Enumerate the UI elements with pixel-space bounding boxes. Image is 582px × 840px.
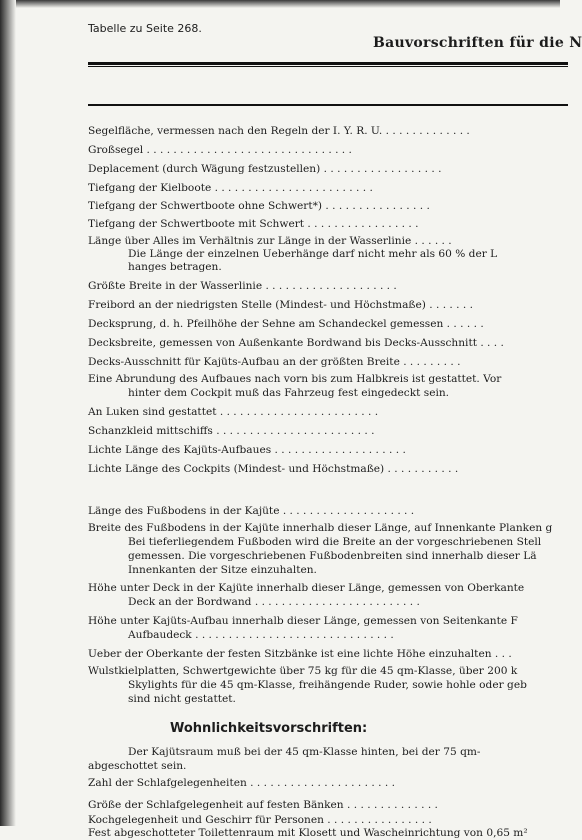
header-rule-thick bbox=[88, 62, 568, 65]
row-lichte-cockpit: Lichte Länge des Cockpits (Mindest- und Höchstmaße) . . . . . . . . . . . bbox=[88, 463, 459, 475]
row-freibord: Freibord an der niedrigsten Stelle (Mindest- und Höchstmaße) . . . . . . . bbox=[88, 299, 474, 311]
row-breite-wl: Größte Breite in der Wasserlinie . . . . . . . . . . . . . . . . . . . . bbox=[88, 280, 397, 292]
row-schlafgelegenheiten: Zahl der Schlafgelegenheiten . . . . . . . . . . . . . . . . . . . . . . bbox=[88, 777, 395, 789]
row-tiefgang-ohne: Tiefgang der Schwertboote ohne Schwert*) . . . . . . . . . . . . . . . . bbox=[88, 200, 430, 212]
row-hoehe-deck-cont: Deck an der Bordwand . . . . . . . . . . . . . . . . . . . . . . . . . bbox=[128, 596, 420, 608]
row-decksbreite: Decksbreite, gemessen von Außenkante Bordwand bis Decks-Ausschnitt . . . . bbox=[88, 337, 504, 349]
row-laenge-cont2: hanges betragen. bbox=[128, 261, 222, 273]
page-header: Bauvorschriften für die N bbox=[373, 35, 582, 51]
row-kochgelegenheit: Kochgelegenheit und Geschirr für Personen . . . . . . . . . . . . . . . . bbox=[88, 814, 432, 826]
row-decksprung: Decksprung, d. h. Pfeilhöhe der Sehne am Schandeckel gemessen . . . . . . bbox=[88, 318, 484, 330]
row-laenge: Länge über Alles im Verhältnis zur Länge in der Wasserlinie . . . . . . bbox=[88, 235, 452, 247]
row-abrundung-cont: hinter dem Cockpit muß das Fahrzeug fest eingedeckt sein. bbox=[128, 387, 450, 399]
row-fussboden-breite: Breite des Fußbodens in der Kajüte innerhalb dieser Länge, auf Innenkante Planken g bbox=[88, 522, 553, 534]
row-kajuetsraum: Der Kajütsraum muß bei der 45 qm-Klasse hinten, bei der 75 qm- bbox=[128, 746, 481, 758]
row-fussboden-laenge: Länge des Fußbodens in der Kajüte . . . . . . . . . . . . . . . . . . . . bbox=[88, 505, 415, 517]
row-sitzbaenke: Ueber der Oberkante der festen Sitzbänke ist eine lichte Höhe einzuhalten . . . bbox=[88, 648, 512, 660]
row-schlafgroesse: Größe der Schlafgelegenheit auf festen Bänken . . . . . . . . . . . . . . bbox=[88, 799, 438, 811]
row-schanzkleid: Schanzkleid mittschiffs . . . . . . . . . . . . . . . . . . . . . . . . bbox=[88, 425, 375, 437]
row-fussboden-cont3: Innenkanten der Sitze einzuhalten. bbox=[128, 564, 317, 576]
row-decksausschnitt: Decks-Ausschnitt für Kajüts-Aufbau an der größten Breite . . . . . . . . . bbox=[88, 356, 461, 368]
page-caption: Tabelle zu Seite 268. bbox=[88, 22, 202, 35]
row-hoehe-aufbau: Höhe unter Kajüts-Aufbau innerhalb dieser Länge, gemessen von Seitenkante F bbox=[88, 615, 518, 627]
top-shadow bbox=[0, 0, 560, 8]
row-tiefgang-kiel: Tiefgang der Kielboote . . . . . . . . . . . . . . . . . . . . . . . . bbox=[88, 182, 373, 194]
header-rule-thin bbox=[88, 66, 568, 67]
row-toilettenraum: Fest abgeschotteter Toilettenraum mit Klosett und Wascheinrichtung von 0,65 m² bbox=[88, 827, 528, 839]
row-deplacement: Deplacement (durch Wägung festzustellen) . . . . . . . . . . . . . . . . . . bbox=[88, 163, 442, 175]
row-fussboden-cont1: Bei tieferliegendem Fußboden wird die Breite an der vorgeschriebenen Stell bbox=[128, 536, 542, 548]
row-segelflaeche: Segelfläche, vermessen nach den Regeln der I. Y. R. U. . . . . . . . . . . . . . bbox=[88, 125, 470, 137]
row-hoehe-deck: Höhe unter Deck in der Kajüte innerhalb dieser Länge, gemessen von Oberkante bbox=[88, 582, 525, 594]
table-rule bbox=[88, 104, 568, 106]
section-title-wohnlichkeit: Wohnlichkeitsvorschriften: bbox=[170, 721, 368, 736]
row-fussboden-cont2: gemessen. Die vorgeschriebenen Fußbodenbreiten sind innerhalb dieser Lä bbox=[128, 550, 537, 562]
row-lichte-aufbau: Lichte Länge des Kajüts-Aufbaues . . . . . . . . . . . . . . . . . . . . bbox=[88, 444, 406, 456]
left-shadow bbox=[0, 0, 16, 826]
row-wulstkiel: Wulstkielplatten, Schwertgewichte über 75 kg für die 45 qm-Klasse, über 200 k bbox=[88, 665, 518, 677]
row-wulstkiel-cont1: Skylights für die 45 qm-Klasse, freihängende Ruder, sowie hohle oder geb bbox=[128, 679, 527, 691]
row-hoehe-aufbau-cont: Aufbaudeck . . . . . . . . . . . . . . . . . . . . . . . . . . . . . . bbox=[128, 629, 394, 641]
row-abrundung: Eine Abrundung des Aufbaues nach vorn bis zum Halbkreis ist gestattet. Vor bbox=[88, 373, 502, 385]
row-laenge-cont: Die Länge der einzelnen Ueberhänge darf nicht mehr als 60 % der L bbox=[128, 248, 498, 260]
row-grosssegel: Großsegel . . . . . . . . . . . . . . . . . . . . . . . . . . . . . . . bbox=[88, 144, 352, 156]
row-kajuetsraum-cont: abgeschottet sein. bbox=[88, 760, 187, 772]
row-wulstkiel-cont2: sind nicht gestattet. bbox=[128, 693, 236, 705]
row-tiefgang-mit: Tiefgang der Schwertboote mit Schwert . . . . . . . . . . . . . . . . . bbox=[88, 218, 419, 230]
row-luken: An Luken sind gestattet . . . . . . . . . . . . . . . . . . . . . . . . bbox=[88, 406, 379, 418]
